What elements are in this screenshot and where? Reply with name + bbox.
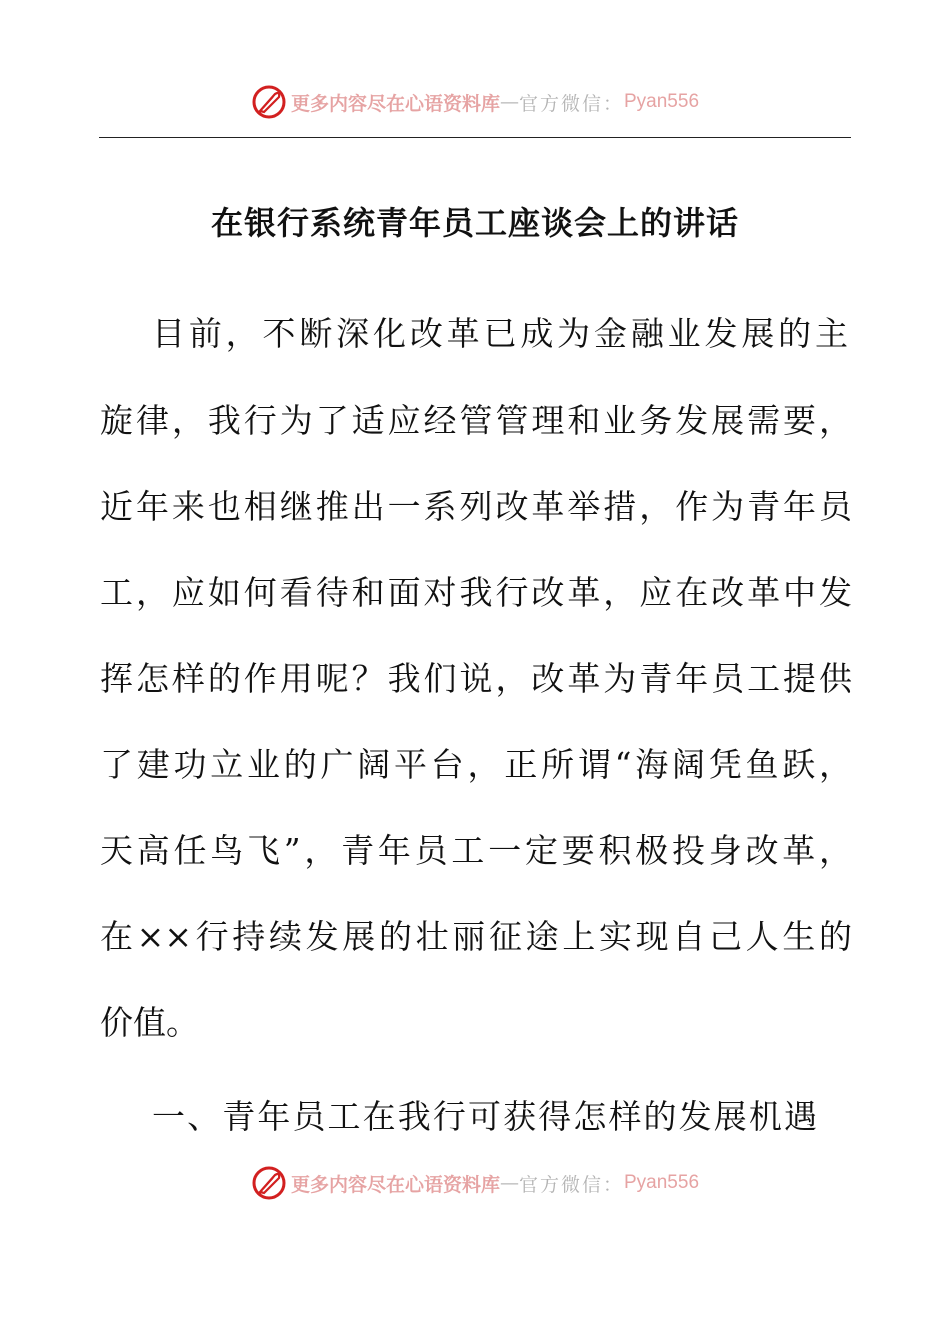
footer-banner xyxy=(0,1163,950,1203)
paragraph-line: 在××行持续发展的壮丽征途上实现自己人生的 xyxy=(100,917,852,956)
paragraph-line: 价值。 xyxy=(100,1003,199,1042)
section-heading: 一、青年员工在我行可获得怎样的发展机遇 xyxy=(152,1097,817,1136)
footer-contact-id: Pyan556 xyxy=(624,1172,700,1193)
paragraph-line: 工，应如何看待和面对我行改革，应在改革中发 xyxy=(100,573,852,612)
header-separator: — xyxy=(499,91,519,113)
paragraph-line: 近年来也相继推出一系列改革举措，作为青年员 xyxy=(100,487,852,526)
footer-separator: — xyxy=(499,1172,519,1194)
document-title: 在银行系统青年员工座谈会上的讲话 xyxy=(210,204,739,242)
header-banner xyxy=(0,82,950,122)
header-contact-label: 官方微信： xyxy=(518,92,624,115)
paragraph-line: 旋律，我行为了适应经管管理和业务发展需要， xyxy=(100,401,852,440)
header-divider xyxy=(99,137,851,138)
quill-pen-icon xyxy=(251,84,287,120)
header-brand-text: 更多内容尽在心语资料库 xyxy=(290,92,500,115)
paragraph-line: 目前，不断深化改革已成为金融业发展的主 xyxy=(152,314,848,353)
footer-contact-label: 官方微信： xyxy=(518,1173,624,1196)
paragraph-line: 天高任鸟飞”，青年员工一定要积极投身改革， xyxy=(100,831,852,870)
header-contact-id: Pyan556 xyxy=(624,91,700,112)
paragraph-line: 挥怎样的作用呢？我们说，改革为青年员工提供 xyxy=(100,659,852,698)
footer-brand-text: 更多内容尽在心语资料库 xyxy=(290,1173,500,1196)
paragraph-line: 了建功立业的广阔平台，正所谓“海阔凭鱼跃， xyxy=(100,745,852,784)
quill-pen-icon xyxy=(251,1165,287,1201)
